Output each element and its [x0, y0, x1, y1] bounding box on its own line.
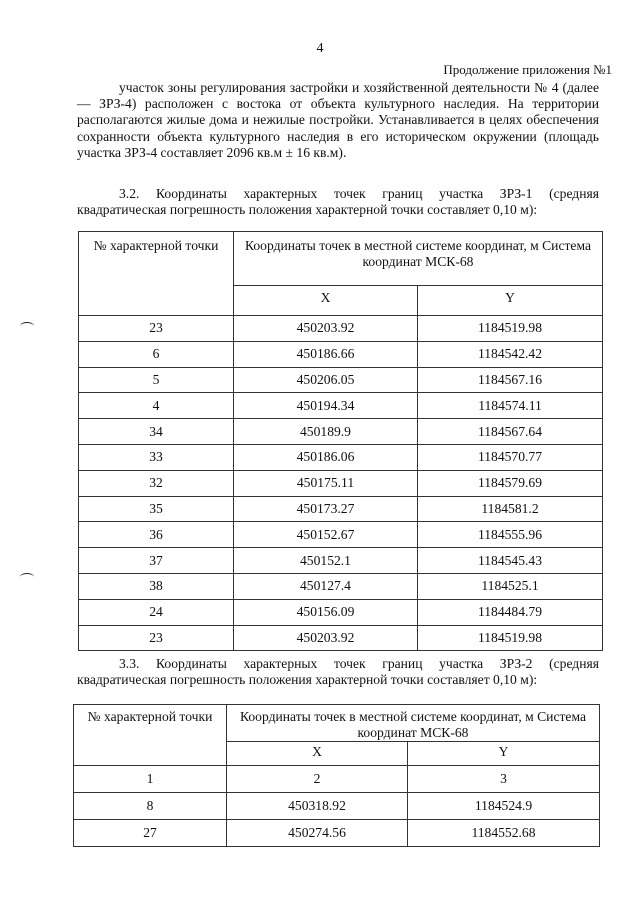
- x-column-header: X: [227, 742, 408, 766]
- x-coordinate-cell: 450318.92: [227, 793, 408, 820]
- x-coordinate-cell: 450186.06: [234, 444, 418, 470]
- table-row: [79, 367, 603, 393]
- point-number-cell: 35: [79, 496, 234, 522]
- table-row: [79, 625, 603, 651]
- table-row: [79, 316, 603, 342]
- table-row: [79, 548, 603, 574]
- point-number-cell: 32: [79, 470, 234, 496]
- y-coordinate-cell: 1184484.79: [418, 599, 603, 625]
- point-number-header: № характерной точки: [79, 232, 234, 316]
- y-coordinate-cell: 1184525.1: [418, 573, 603, 599]
- point-number-cell: 23: [79, 625, 234, 651]
- x-coordinate-cell: 450127.4: [234, 573, 418, 599]
- point-number-cell: 34: [79, 419, 234, 445]
- y-coordinate-cell: 1184567.64: [418, 419, 603, 445]
- point-number-cell: 4: [79, 393, 234, 419]
- point-number-cell: 33: [79, 444, 234, 470]
- coordinates-table-zrz-2: [73, 704, 600, 847]
- y-coordinate-cell: 1184542.42: [418, 341, 603, 367]
- table-row: [79, 393, 603, 419]
- y-coordinate-cell: 1184581.2: [418, 496, 603, 522]
- x-coordinate-cell: 450152.67: [234, 522, 418, 548]
- table-row: [79, 496, 603, 522]
- table-row: [79, 573, 603, 599]
- x-coordinate-cell: 2: [227, 766, 408, 793]
- appendix-label: Продолжение приложения №1: [443, 62, 612, 77]
- y-column-header: Y: [418, 286, 603, 316]
- y-coordinate-cell: 1184555.96: [418, 522, 603, 548]
- y-coordinate-cell: 1184570.77: [418, 444, 603, 470]
- point-number-cell: 8: [74, 793, 227, 820]
- y-coordinate-cell: 1184545.43: [418, 548, 603, 574]
- table-row: [74, 793, 600, 820]
- point-number-cell: 27: [74, 820, 227, 847]
- table-body: [74, 766, 600, 847]
- table-row: [79, 419, 603, 445]
- y-coordinate-cell: 1184552.68: [408, 820, 600, 847]
- point-number-cell: 1: [74, 766, 227, 793]
- y-coordinate-cell: 1184579.69: [418, 470, 603, 496]
- y-coordinate-cell: 1184519.98: [418, 625, 603, 651]
- x-coordinate-cell: 450175.11: [234, 470, 418, 496]
- y-coordinate-cell: 1184524.9: [408, 793, 600, 820]
- section-3-2-heading: 3.2. Координаты характерных точек границ участка ЗРЗ-1 (средняя квадратическая погрешность положения характерной точки составляет 0,10 м):: [77, 186, 599, 218]
- section-3-3-heading: 3.3. Координаты характерных точек границ участка ЗРЗ-2 (средняя квадратическая погрешность положения характерной точки составляет 0,10 м):: [77, 656, 599, 688]
- point-number-cell: 23: [79, 316, 234, 342]
- table-row: [79, 522, 603, 548]
- x-coordinate-cell: 450194.34: [234, 393, 418, 419]
- x-coordinate-cell: 450156.09: [234, 599, 418, 625]
- coordinates-header: Координаты точек в местной системе координат, м Система координат МСК-68: [227, 705, 600, 742]
- table-row: [74, 766, 600, 793]
- table-row: [74, 820, 600, 847]
- margin-punch-mark: [20, 573, 34, 581]
- point-number-cell: 38: [79, 573, 234, 599]
- point-number-cell: 5: [79, 367, 234, 393]
- x-coordinate-cell: 450203.92: [234, 316, 418, 342]
- x-coordinate-cell: 450203.92: [234, 625, 418, 651]
- x-coordinate-cell: 450152.1: [234, 548, 418, 574]
- point-number-cell: 37: [79, 548, 234, 574]
- y-coordinate-cell: 1184519.98: [418, 316, 603, 342]
- x-coordinate-cell: 450189.9: [234, 419, 418, 445]
- x-coordinate-cell: 450186.66: [234, 341, 418, 367]
- coordinates-header: Координаты точек в местной системе координат, м Система координат МСК-68: [234, 232, 603, 286]
- x-coordinate-cell: 450206.05: [234, 367, 418, 393]
- y-coordinate-cell: 3: [408, 766, 600, 793]
- x-column-header: X: [234, 286, 418, 316]
- table-row: [79, 599, 603, 625]
- x-coordinate-cell: 450274.56: [227, 820, 408, 847]
- point-number-header: № характерной точки: [74, 705, 227, 766]
- table-row: [79, 341, 603, 367]
- table-header-row: [79, 232, 603, 286]
- table-row: [79, 470, 603, 496]
- intro-paragraph: участок зоны регулирования застройки и хозяйственной деятельности № 4 (далее — ЗРЗ-4) расположен с востока от объекта культурного наследия. На территории располагаются жилые дома и нежилые постройки. Устанавливается в целях обеспечения сохранности объекта культурного наследия в его историческом окружении (площадь участка ЗРЗ-4 составляет 2096 кв.м ± 16 кв.м).: [77, 80, 599, 160]
- point-number-cell: 24: [79, 599, 234, 625]
- table-row: [79, 444, 603, 470]
- margin-punch-mark: [20, 322, 34, 330]
- x-coordinate-cell: 450173.27: [234, 496, 418, 522]
- page-number: 4: [316, 41, 324, 56]
- y-coordinate-cell: 1184574.11: [418, 393, 603, 419]
- table-header-row: [74, 705, 600, 742]
- coordinates-table-zrz-1: [78, 231, 603, 651]
- point-number-cell: 36: [79, 522, 234, 548]
- y-column-header: Y: [408, 742, 600, 766]
- table-body: [79, 316, 603, 651]
- y-coordinate-cell: 1184567.16: [418, 367, 603, 393]
- point-number-cell: 6: [79, 341, 234, 367]
